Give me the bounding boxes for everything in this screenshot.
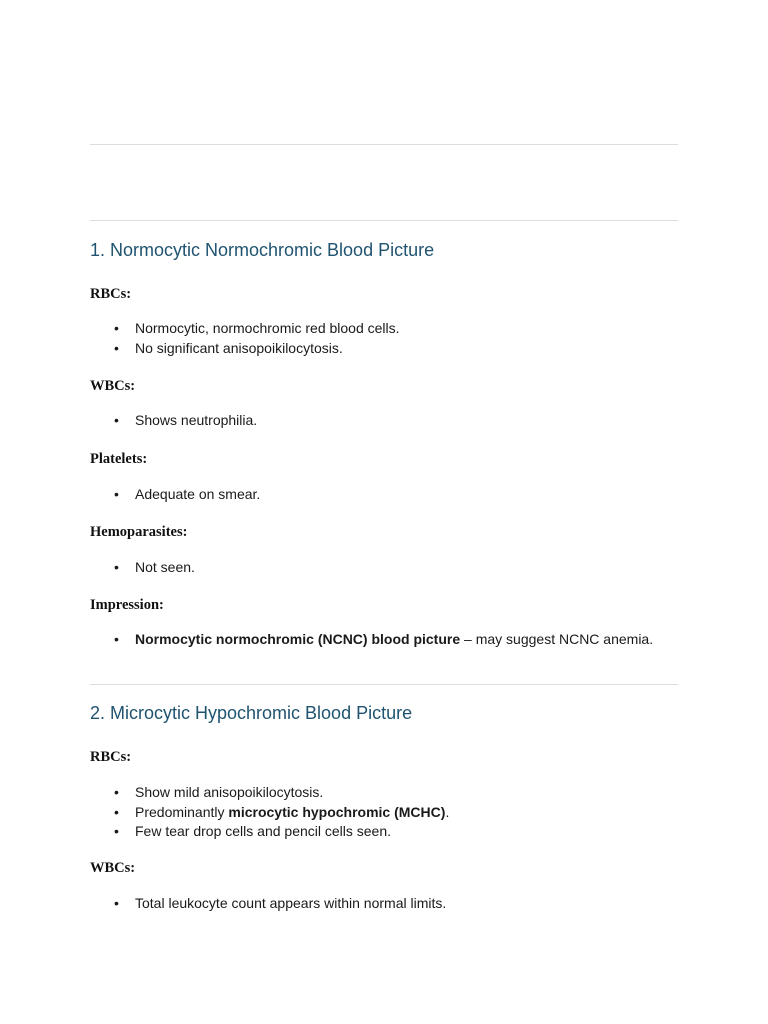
- label-impression: Impression:: [90, 597, 164, 613]
- bullet-icon: •: [114, 823, 119, 839]
- label-wbcs: WBCs:: [90, 378, 136, 394]
- impression-list: [90, 630, 653, 650]
- divider-line: [90, 684, 678, 685]
- label-hemoparasites: Hemoparasites:: [90, 524, 188, 540]
- list-item: • Show mild anisopoikilocytosis.: [90, 783, 449, 803]
- rbcs-list: [90, 783, 449, 842]
- label-rbcs: RBCs:: [90, 286, 132, 302]
- platelets-list: [90, 485, 260, 505]
- bullet-icon: •: [114, 631, 119, 647]
- wbcs-list: [90, 894, 446, 914]
- label-wbcs: WBCs:: [90, 860, 136, 876]
- list-item: • Normocytic, normochromic red blood cells.: [90, 319, 400, 339]
- divider-line: [90, 220, 678, 221]
- list-item: • Shows neutrophilia.: [90, 411, 257, 431]
- list-item: • Adequate on smear.: [90, 485, 260, 505]
- bullet-icon: •: [114, 784, 119, 800]
- list-item: • Not seen.: [90, 558, 195, 578]
- list-item: • Predominantly microcytic hypochromic (MCHC).: [90, 803, 449, 823]
- list-item: • Total leukocyte count appears within normal limits.: [90, 894, 446, 914]
- hemoparasites-list: [90, 558, 195, 578]
- section-title-microcytic: 2. Microcytic Hypochromic Blood Picture: [90, 703, 413, 723]
- rbcs-list: [90, 319, 400, 358]
- bullet-icon: •: [114, 803, 119, 820]
- list-item: • Normocytic normochromic (NCNC) blood picture – may suggest NCNC anemia.: [90, 630, 653, 650]
- bullet-icon: •: [114, 895, 119, 911]
- label-rbcs: RBCs:: [90, 749, 132, 765]
- bullet-icon: •: [114, 486, 119, 502]
- list-item: • Few tear drop cells and pencil cells seen.: [90, 822, 449, 842]
- bullet-icon: •: [114, 339, 119, 356]
- divider-line: [90, 144, 678, 145]
- wbcs-list: [90, 411, 257, 431]
- bullet-icon: •: [114, 412, 119, 428]
- list-item: • No significant anisopoikilocytosis.: [90, 339, 400, 359]
- bullet-icon: •: [114, 320, 119, 336]
- section-title-normocytic: 1. Normocytic Normochromic Blood Picture: [90, 240, 435, 260]
- bullet-icon: •: [114, 559, 119, 575]
- label-platelets: Platelets:: [90, 451, 148, 467]
